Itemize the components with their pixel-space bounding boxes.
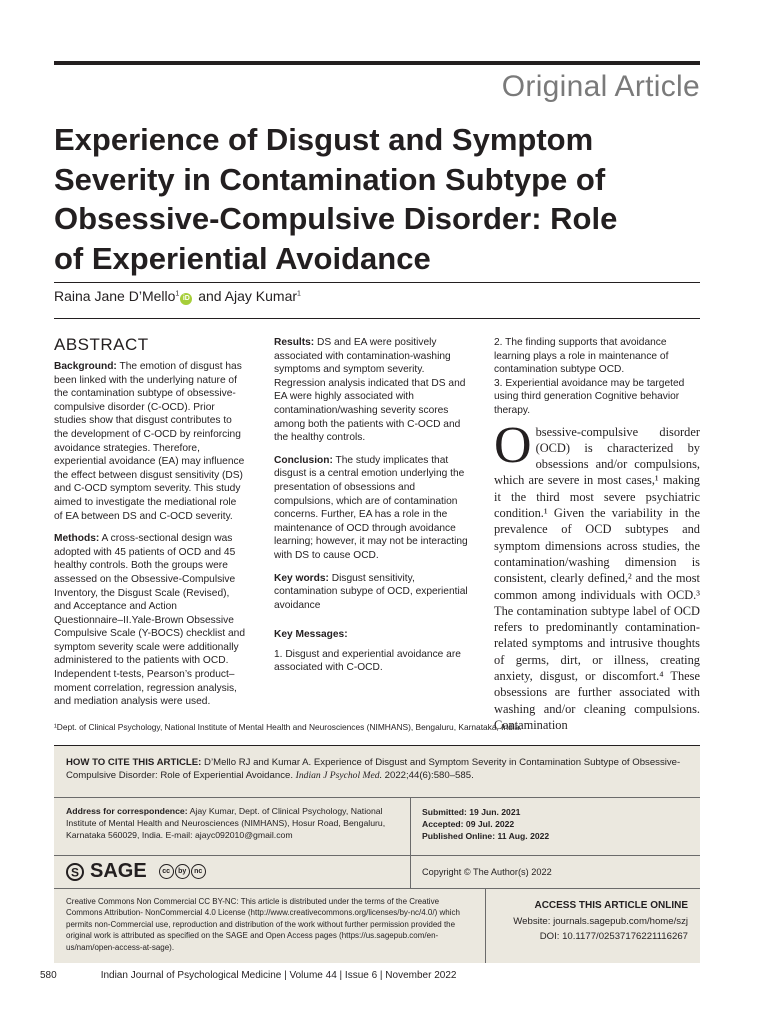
- submitted-date: Submitted: 19 Jun. 2021: [422, 807, 521, 817]
- abstract-column-1: [54, 360, 246, 718]
- title-line: of Experiential Avoidance: [54, 240, 431, 276]
- article-dates: [422, 806, 549, 842]
- article-title: [54, 120, 694, 278]
- title-line: Obsessive-Compulsive Disorder: Role: [54, 201, 618, 236]
- license-text: Creative Commons Non Commercial CC BY-NC: This article is distributed under the terms of the Creative Commons Attribution- NonCommercial 4.0 License (http://www.creativecommons.org/licenses/by-nc/4.0/) which permits non-Commercial use, reproduction and distribution of the work without further permission provided the original work is attributed as specified on the SAGE and Open Access pages (https://us.sagepub.com/en-us/nam/open-access-at-sage).: [66, 897, 460, 952]
- abstract-heading: ABSTRACT: [54, 335, 149, 354]
- title-rule: [54, 282, 700, 283]
- key-message-item: 1. Disgust and experiential avoidance are associated with C-OCD.: [274, 648, 461, 674]
- publisher-name: SAGE: [90, 860, 147, 882]
- divider: [485, 888, 486, 963]
- author-line: [54, 288, 301, 305]
- orcid-icon[interactable]: iD: [180, 293, 192, 305]
- key-message-item: 3. Experiential avoidance may be targeted using third generation Cognitive behavior therapy.: [494, 377, 685, 416]
- top-rule: [54, 61, 700, 65]
- abstract-results: Results: DS and EA were positively associated with contamination-washing symptoms and symptom severity. Regression analysis indicated that DS and EA were highly associated with contamination/washing severity scores among both the patients with C-OCD and the healthy controls.: [274, 337, 466, 444]
- abstract-background: Background: The emotion of disgust has been linked with the underlying nature of the contamination subtype of obsessive-compulsive disorder (C-OCD). Prior studies show that disgust contributes to the development of C-OCD by reinforcing avoidance strategies. Therefore, experiential avoidance (EA) may influence the effect between disgust sensitivity (DS) and C-OCD symptom severity. This study aimed to investigate the mediational role of EA between DS and C-OCD severity.: [54, 361, 245, 522]
- how-to-cite: HOW TO CITE THIS ARTICLE: D’Mello RJ and Kumar A. Experience of Disgust and Symptom Severity in Contamination Subtype of Obsessive-Compulsive Disorder: Role of Experiential Avoidance. Indian J Psychol Med. 2022;44(6):580–585.: [66, 757, 681, 782]
- abstract-conclusion: Conclusion: The study implicates that disgust is a central emotion underlying the presentation of obsessions and compulsions, which are of contamination concerns. Further, EA has a role in the maintenance of OCD through avoidance learning; however, it may not be interacting with DS to cause OCD.: [274, 454, 468, 561]
- title-line: Experience of Disgust and Symptom: [54, 122, 594, 157]
- page-footer: [40, 970, 456, 981]
- authors-rule: [54, 318, 700, 319]
- abstract-column-2: [274, 336, 476, 684]
- key-message-item: 2. The finding supports that avoidance learning plays a role in maintenance of contamination subtype OCD.: [494, 337, 669, 376]
- abstract-keywords: Key words: Disgust sensitivity, contamination subype of OCD, experiential avoidance: [274, 572, 468, 611]
- journal-website-link[interactable]: Website: journals.sagepub.com/home/szj: [513, 915, 688, 927]
- sage-s-icon: [66, 863, 84, 881]
- affiliation-footnote: ¹Dept. of Clinical Psychology, National Institute of Mental Health and Neurosciences (NIMHANS), Bengaluru, Karnataka, India.: [54, 722, 522, 732]
- key-messages-heading: Key Messages:: [274, 629, 348, 641]
- divider: [410, 797, 411, 888]
- doi-link[interactable]: DOI: 10.1177/02537176221116267: [539, 931, 688, 942]
- affiliation-sup: 1: [297, 290, 301, 298]
- cc-license-icons: [159, 864, 206, 879]
- author-connector[interactable]: and Ajay Kumar: [194, 288, 298, 304]
- right-column: [494, 336, 700, 733]
- access-heading: ACCESS THIS ARTICLE ONLINE: [534, 900, 688, 911]
- correspondence: Address for correspondence: Ajay Kumar, Dept. of Clinical Psychology, National Institute of Mental Health and Neurosciences (NIMHANS), Hosur Road, Bengaluru, Karnataka 560029, India. E-mail: ajayc092010@gmail.com: [66, 806, 386, 840]
- nc-icon: nc: [191, 864, 206, 879]
- published-date: Published Online: 11 Aug. 2022: [422, 831, 550, 841]
- by-icon: by: [175, 864, 190, 879]
- drop-cap: O: [494, 416, 532, 474]
- divider: [54, 888, 700, 889]
- section-label: Original Article: [501, 70, 700, 103]
- publisher-logo: [66, 860, 206, 883]
- divider: [54, 855, 700, 856]
- accepted-date: Accepted: 09 Jul. 2022: [422, 819, 515, 829]
- journal-info: Indian Journal of Psychological Medicine | Volume 44 | Issue 6 | November 2022: [100, 970, 457, 981]
- svg-text:S: S: [70, 865, 80, 879]
- affiliation-sup: 1: [175, 290, 180, 298]
- body-text: Obsessive-compulsive disorder (OCD) is characterized by obsessions and/or compulsions, which are severe in most cases,¹ making it the third most severe psychiatric condition.¹ Given the variability in the prevalence of OCD subtypes and symptom dimensions across studies, the contamination/washing dimension is consistent, clearly defined,² and the most common among individuals with OCD.³ The contamination subtype label of OCD refers to predominantly contamination-related symptoms and intrusive thoughts of germs, dirt, or illness, creating anxiety, disgust, or discomfort.⁴ These obsessions are further associated with washing and/or cleaning compulsions. Contamination: [494, 416, 700, 732]
- cc-icon: cc: [159, 864, 174, 879]
- author-name[interactable]: Raina Jane D’Mello: [54, 288, 176, 304]
- page-number: 580: [40, 970, 57, 981]
- abstract-methods: Methods: A cross-sectional design was adopted with 45 patients of OCD and 45 healthy controls. Both the groups were assessed on the Obsessive-Compulsive Inventory, the Disgust Scale (Revised), and Acceptance and Action Questionnaire–II.Yale-Brown Obsessive Compulsive Scale (Y-BOCS) checklist and symptom severity scale were additionally administered to the patients with OCD. Independent t-tests, Pearson’s product–moment correlation, regression analysis, and mediation analysis were used.: [54, 533, 245, 708]
- info-box-top-rule: [54, 745, 700, 746]
- access-online: [513, 898, 688, 945]
- title-line: Severity in Contamination Subtype of: [54, 161, 606, 197]
- divider: [54, 797, 700, 798]
- copyright: Copyright © The Author(s) 2022: [422, 867, 552, 877]
